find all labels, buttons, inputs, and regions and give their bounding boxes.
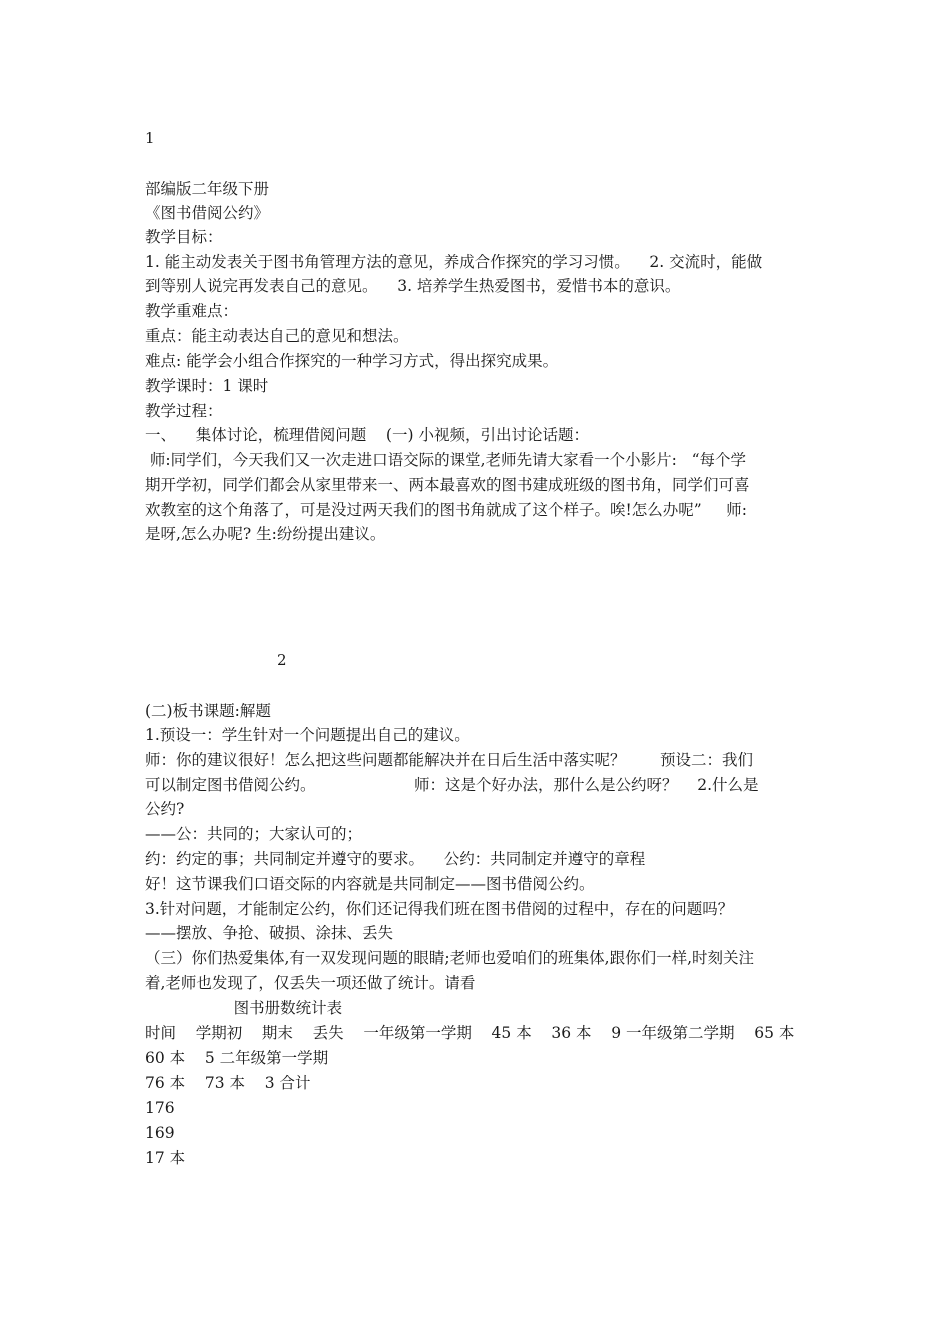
text-line: 公约?: [145, 800, 185, 818]
text-line: 部编版二年级下册: [145, 180, 270, 198]
table-text-line: 169: [145, 1124, 175, 1142]
text-line: 期开学初，同学们都会从家里带来一、两本最喜欢的图书建成班级的图书角，同学们可喜: [145, 476, 750, 494]
table-text-line: 176: [145, 1099, 175, 1117]
text-line: 1. 能主动发表关于图书角管理方法的意见，养成合作探究的学习习惯。 2. 交流时，能做: [145, 253, 763, 271]
text-line: 可以制定图书借阅公约。 师：这是个好办法，那什么是公约呀？ 2.什么是: [145, 776, 759, 794]
text-line: 教学重难点：: [145, 302, 239, 320]
text-line: 师:同学们，今天我们又一次走进口语交际的课堂,老师先请大家看一个小影片: “每个学: [145, 451, 747, 469]
page-number: 1: [145, 129, 155, 147]
text-line: 师：你的建议很好！怎么把这些问题都能解决并在日后生活中落实呢？ 预设二：我们: [145, 751, 753, 769]
text-line: (二)板书课题:解题: [145, 702, 271, 720]
text-line: 欢教室的这个角落了，可是没过两天我们的图书角就成了这个样子。唉!怎么办呢” 师:: [145, 501, 748, 519]
page-number: 2: [277, 651, 287, 669]
text-line: 1.预设一：学生针对一个问题提出自己的建议。: [145, 726, 470, 744]
text-line: 约：约定的事；共同制定并遵守的要求。 公约：共同制定并遵守的章程: [145, 850, 646, 868]
text-line: 重点：能主动表达自己的意见和想法。: [145, 327, 409, 345]
text-line: 教学过程：: [145, 402, 223, 420]
text-line: 教学课时：1 课时: [145, 377, 269, 395]
text-line: 教学目标：: [145, 228, 223, 246]
text-line: 着,老师也发现了，仅丢失一项还做了统计。请看: [145, 974, 476, 992]
text-line: （三）你们热爱集体,有一双发现问题的眼睛;老师也爱咱们的班集体,跟你们一样,时刻关注: [145, 949, 755, 967]
table-text-line: 60 本 5 二年级第一学期: [145, 1049, 329, 1067]
text-line: 难点: 能学会小组合作探究的一种学习方式，得出探究成果。: [145, 352, 559, 370]
table-text-line: 76 本 73 本 3 合计: [145, 1074, 311, 1092]
text-line: 好！这节课我们口语交际的内容就是共同制定——图书借阅公约。: [145, 875, 595, 893]
text-line: 一、 集体讨论，梳理借阅问题 (一) 小视频，引出讨论话题：: [145, 426, 589, 444]
text-line: ——摆放、争抢、破损、涂抹、丢失: [145, 924, 394, 942]
text-line: ——公：共同的；大家认可的；: [145, 825, 363, 843]
text-line: 到等别人说完再发表自己的意见。 3. 培养学生热爱图书，爱惜书本的意识。: [145, 277, 681, 295]
text-line: 是呀,怎么办呢? 生:纷纷提出建议。: [145, 525, 386, 543]
table-text-line: 17 本: [145, 1149, 186, 1167]
text-line: 3.针对问题，才能制定公约，你们还记得我们班在图书借阅的过程中，存在的问题吗？: [145, 900, 734, 918]
table-text-line: 时间 学期初 期末 丢失 一年级第一学期 45 本 36 本 9 一年级第二学期 65 本: [145, 1024, 795, 1042]
table-title: 图书册数统计表: [145, 999, 343, 1017]
text-line: 《图书借阅公约》: [145, 204, 270, 222]
